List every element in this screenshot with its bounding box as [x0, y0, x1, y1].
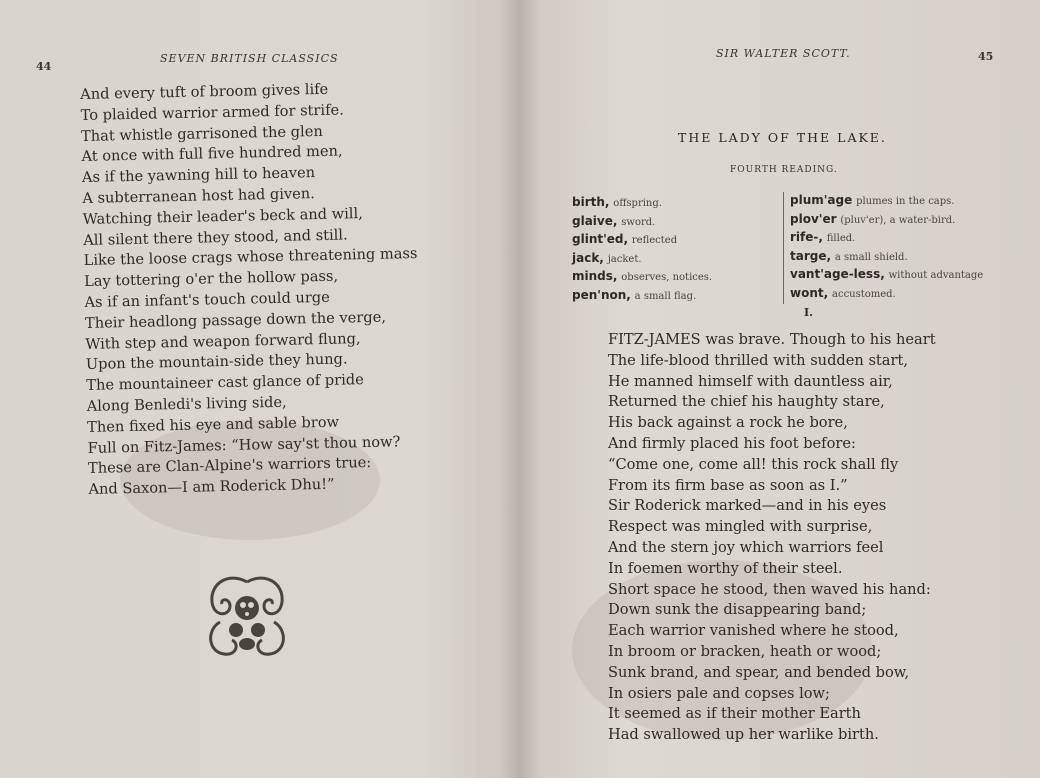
poem-line: Respect was mingled with surprise,	[608, 518, 873, 536]
vocabulary-definition: (pluv'er), a water-bird.	[840, 214, 956, 226]
poem-line: And every tuft of broom gives life	[80, 80, 329, 103]
running-head: SIR WALTER SCOTT.	[716, 47, 851, 60]
poem-line: His back against a rock he bore,	[608, 414, 848, 432]
vocabulary-word: minds,	[572, 269, 618, 284]
floral-ornament-icon	[200, 572, 294, 664]
poem-line: He manned himself with dauntless air,	[608, 372, 893, 390]
poem-line: Then fixed his eye and sable brow	[86, 413, 340, 436]
poem-line: Their headlong passage down the verge,	[84, 308, 387, 332]
poem-line: A subterranean host had given.	[82, 185, 316, 207]
poem-line: Down sunk the disappearing band;	[608, 601, 867, 619]
vocabulary-word: glint'ed,	[572, 232, 629, 247]
section-numeral: I.	[804, 306, 813, 319]
poem-line: Short space he stood, then waved his hand:	[608, 580, 931, 598]
poem-line: At once with full five hundred men,	[81, 142, 343, 166]
vocabulary-list	[783, 192, 983, 304]
vocabulary-word: plov'er	[790, 211, 837, 226]
left-page	[0, 0, 498, 778]
vocabulary-entry	[790, 248, 983, 267]
vocabulary-definition: observes, notices.	[621, 272, 713, 284]
vocabulary-entry	[572, 194, 712, 213]
vocabulary-word: jack,	[572, 250, 604, 265]
poem-line: In foemen worthy of their steel.	[608, 559, 843, 577]
poem-line: The life-blood thrilled with sudden start,	[608, 351, 908, 369]
poem-line: Sunk brand, and spear, and bended bow,	[608, 663, 910, 681]
poem-line: Full on Fitz-James: “How say'st thou now?	[87, 432, 401, 457]
vocabulary-word: pen'non,	[572, 287, 631, 302]
vocabulary-entry	[572, 231, 712, 250]
poem-line: The mountaineer cast glance of pride	[86, 371, 364, 395]
vocabulary-entry	[572, 287, 712, 306]
vocabulary-word: glaive,	[572, 213, 618, 228]
poem-line: With step and weapon forward flung,	[85, 329, 361, 353]
poem-line: In osiers pale and copses low;	[608, 684, 830, 702]
vocabulary-word: rife-,	[790, 230, 823, 245]
poem-title: THE LADY OF THE LAKE.	[678, 130, 887, 145]
poem-line: These are Clan-Alpine's warriors true:	[87, 454, 372, 478]
vocabulary-definition: filled.	[826, 233, 856, 245]
poem-line: And firmly placed his foot before:	[608, 434, 856, 452]
poem-line: In broom or bracken, heath or wood;	[608, 642, 882, 660]
poem-line: Like the loose crags whose threatening mass	[83, 245, 418, 270]
poem-line: From its firm base as soon as I.”	[608, 476, 848, 494]
poem-line: And the stern joy which warriors feel	[608, 538, 884, 556]
poem-stanza	[80, 78, 422, 501]
vocabulary-entry	[790, 211, 983, 230]
vocabulary-entry	[790, 229, 983, 248]
vocabulary-definition: a small flag.	[634, 290, 697, 302]
poem-line: Watching their leader's beck and will,	[82, 204, 363, 228]
reading-subtitle: FOURTH READING.	[730, 165, 838, 175]
vocabulary-definition: a small shield.	[834, 251, 908, 263]
poem-line: Each warrior vanished where he stood,	[608, 622, 899, 640]
vocabulary-word: plum'age	[790, 193, 853, 207]
vocabulary-word: vant'age-less,	[790, 267, 885, 282]
vocabulary-entry	[790, 266, 983, 285]
poem-line: As if an infant's touch could urge	[84, 288, 330, 311]
poem-line: That whistle garrisoned the glen	[80, 122, 323, 145]
page-number: 44	[36, 60, 52, 73]
poem-line: FITZ-JAMES was brave. Though to his heart	[608, 331, 936, 348]
vocabulary-entry	[790, 192, 983, 211]
running-head: SEVEN BRITISH CLASSICS	[160, 52, 339, 65]
page-number: 45	[978, 50, 994, 63]
vocabulary-definition: accustomed.	[832, 288, 896, 300]
vocabulary-definition: without advantage	[888, 270, 984, 282]
poem-line: To plaided warrior armed for strife.	[80, 101, 344, 124]
vocabulary-definition: jacket.	[607, 253, 642, 265]
vocabulary-definition: sword.	[621, 216, 656, 228]
right-page	[502, 0, 1040, 778]
poem-line: It seemed as if their mother Earth	[608, 705, 861, 723]
vocabulary-entry	[572, 213, 712, 232]
poem-line: As if the yawning hill to heaven	[81, 164, 316, 187]
vocabulary-word: wont,	[790, 285, 829, 300]
vocabulary-definition: reflected	[631, 235, 678, 247]
poem-line: “Come one, come all! this rock shall fly	[608, 455, 899, 473]
poem-line: Sir Roderick marked—and in his eyes	[608, 497, 887, 515]
vocabulary-definition: plumes in the caps.	[856, 196, 955, 207]
poem-stanza	[608, 330, 936, 746]
poem-line: Returned the chief his haughty stare,	[608, 393, 885, 411]
vocabulary-word: birth,	[572, 195, 610, 209]
poem-line: Upon the mountain-side they hung.	[85, 350, 348, 374]
poem-line: All silent there they stood, and still.	[83, 226, 348, 249]
poem-line: Lay tottering o'er the hollow pass,	[83, 267, 339, 291]
vocabulary-entry	[572, 250, 712, 269]
poem-line: Had swallowed up her warlike birth.	[608, 726, 879, 744]
vocabulary-entry	[572, 268, 712, 287]
poem-line: Along Benledi's living side,	[86, 393, 287, 415]
vocabulary-entry	[790, 285, 983, 304]
vocabulary-definition: offspring.	[613, 198, 662, 209]
vocabulary-word: targe,	[790, 248, 832, 263]
poem-line: And Saxon—I am Roderick Dhu!”	[88, 475, 335, 499]
vocabulary-list	[572, 194, 712, 306]
